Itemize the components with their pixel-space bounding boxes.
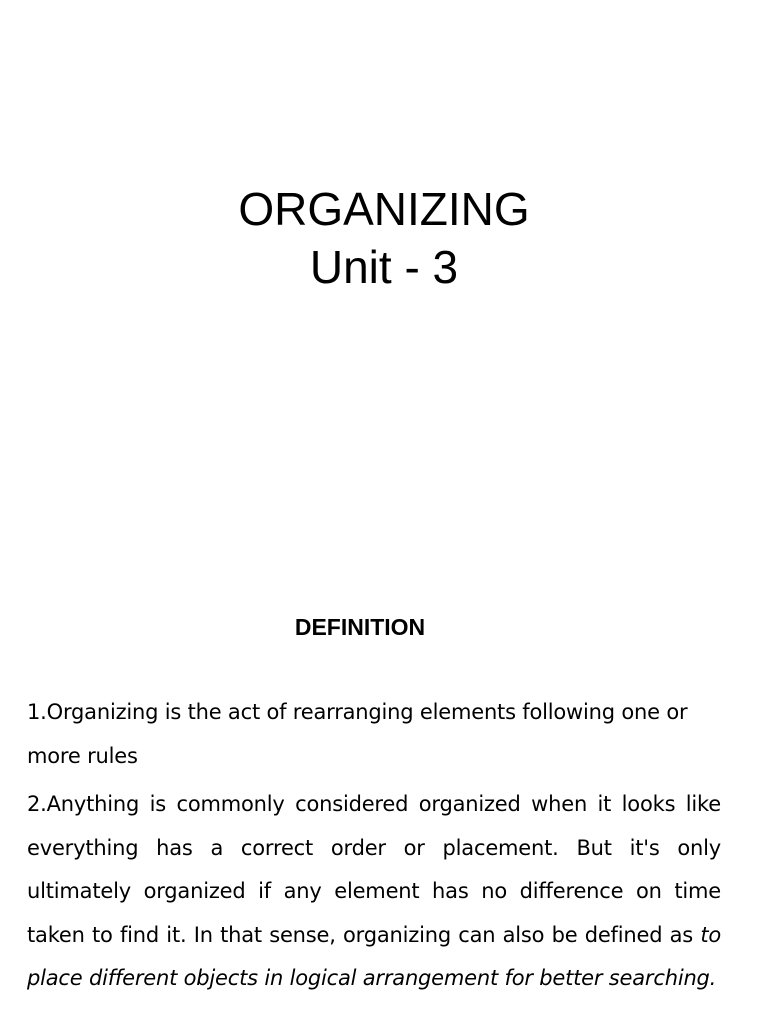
slide-title-block: [0, 180, 768, 296]
definition-point-2-text: 2.Anything is commonly considered organized when it looks like everything has a correct order or placement. But it's only ultimately organized if any element has no difference on time taken to find it. In that sense, organizing can also be defined as: [27, 792, 721, 947]
slide-title: ORGANIZING: [238, 183, 530, 235]
definition-point-2: [27, 783, 721, 1001]
definition-heading: DEFINITION: [294, 614, 426, 640]
definition-body: [27, 691, 721, 1024]
definition-point-1: 1.Organizing is the act of rearranging elements following one or more rules: [27, 700, 688, 768]
definition-point-2-italic: to place different objects in logical arrangement for better searching.: [27, 922, 721, 990]
slide-subtitle: Unit - 3: [309, 241, 459, 293]
